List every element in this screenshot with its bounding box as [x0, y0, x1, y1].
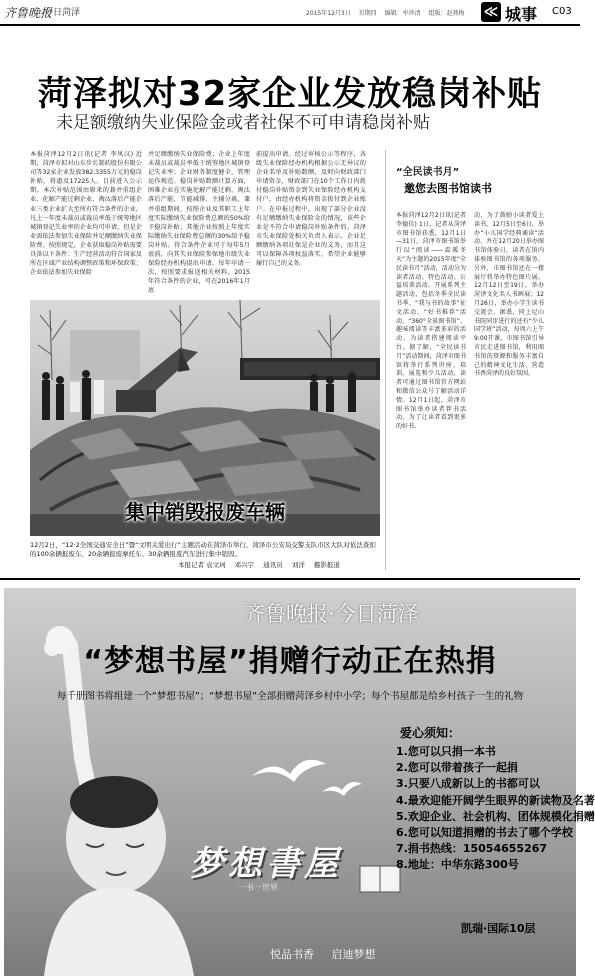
editor-credit: 编辑：牟珍清 — [384, 10, 421, 17]
article-column-3: 前提出申请。经过审核公示等程序，各级失业保险经办机构根据公示无异议的企业名单及补贴数额，及时向财政部门申请资金，财政部门在10个工作日内拨付稳岗补贴资金到失业保险经办机构支付户，由经办机构将资金拨付到企业账户。在申报过程中，出现了部分企业没有足额缴纳失业保险金的情况，该些企业是不符合申请稳岗补贴条件的。菏泽市失业保险处相关负责人表示，企业足额缴纳各项社保是企业的义务，而且这可以保障各项权益落实，希望企业能够履行自己的义务。 — [256, 151, 366, 268]
ad-title: “梦想书屋”捐赠行动正在热捐 — [83, 644, 497, 679]
issue-meta — [306, 8, 471, 17]
credit-item: 本报记者 袁文珂 — [178, 561, 226, 569]
credit-item: 通讯员 — [263, 561, 283, 569]
ad-slogan — [270, 946, 390, 962]
slogan-part: 悦品书香 — [270, 948, 314, 961]
notice-item: 6.您可以知道捐赠的书去了哪个学校 — [396, 826, 573, 840]
article-headline: 菏泽拟对32家企业发放稳岗补贴 — [37, 74, 543, 114]
section-divider — [0, 578, 580, 580]
issue-date: 2015年12月3日 — [306, 10, 351, 17]
sidebar-column-1: 本报菏泽12月2日讯(记者 李德佳) 1日，记者从菏泽市图书馆获悉，12月1日—31日，菏泽市图书馆举行以“阅读——温暖冬天”为主题的2015年度“全民读书月”活动，活动分为读者活动、特色活动、公益培训活动。开展系列主题活动，包括冬季全民读书季、“我与书的故事”征文活动、“好书推荐”活动、“360°全景图书馆”、趣味阅读等丰富多彩的活动，为读者搭建阅读平台。据了解，“全民读书月”活动期间，菏泽市图书馆将举行系列讲座、培训、展览和少儿活动，读者可通过图书馆官方网站和微信公众号了解活动详情。12月1日起，菏泽市图书馆举办读者荐书活动，为了让读者看到更多的好书。 — [396, 212, 466, 431]
logo-tagline: 一书一世界 — [238, 883, 278, 892]
section-arrow-icon: ≪ — [481, 2, 501, 22]
ad-description: 每千册图书将组建一个“梦想书屋”；“梦想书屋”全部捐赠菏泽乡村中小学；每个书屋都是给乡村孩子一生的礼物 — [56, 691, 524, 702]
page-number: C03 — [552, 6, 572, 17]
ad-brand: 齐鲁晚报·今日菏泽 — [244, 602, 419, 626]
notice-item: 2.您可以带着孩子一起捐 — [396, 761, 518, 775]
notice-item: 1.您可以只捐一本书 — [396, 745, 496, 758]
article-subhead: 未足额缴纳失业保险金或者社保不可申请稳岗补贴 — [56, 113, 430, 133]
slogan-part: 启迪梦想 — [331, 948, 376, 961]
notice-item: 8.地址：中华东路300号 — [396, 858, 519, 872]
article-column-1: 本报菏泽12月2日讯(记者 李凤汉) 近期，菏泽市拟对山东步长制药股份有限公司等32家企业发放382.3355万元的稳岗补贴，将惠及17225人。目前进入公示期。本次补贴范围由原来的兼并重组企业、化解产能过剩企业、淘汰落后产能企业三类企业扩大至所有符合条件的企业。凡上一年度未裁员或裁员率低于统筹地区城镇登记失业率的企业均可申请，但是企业需依法参加失业保险并足额缴纳失业保险费。按照规定，企业获取稳岗补贴需要具备以下条件：生产经营活动符合国家及所在区域产业结构调整政策和环保政策；企业依法参加失业保险 — [30, 151, 142, 277]
book-donation-advertisement — [4, 588, 595, 976]
credit-item: 刘洋 — [291, 561, 305, 569]
article-column-2: 并足额缴纳失业保险费；企业上年度未裁员或裁员率低于统筹地区城镇登记失业率；企业财务制度健全、管理运作规范。稳岗补贴数额计算方面，困难企业在实施化解产能过剩、淘汰落后产能、节能减排、主辅分离、兼并重组期间，按照企业及其职工上年度实际缴纳失业保险费总额的50%给予稳岗补贴；其他企业按照上年度实际缴纳失业保险费总额的30%给予稳岗补贴。符合条件企业可于每年5月底前，向其失业保险参保地市级失业保险经办机构提出申请。每年申请一次，按照要求报送相关材料。2015年符合条件的企业，可在2016年1月底 — [148, 151, 250, 295]
sidebar-headline: 邀您去图书馆读书 — [404, 182, 492, 195]
designer-credit: 组版：赵燕梅 — [428, 10, 465, 17]
credit-item: 邓兴宇 — [234, 561, 255, 569]
section-title: 城事 — [505, 5, 538, 24]
masthead — [0, 0, 580, 26]
news-photo — [30, 300, 380, 536]
notice-item: 7.捐书热线：15054655267 — [396, 842, 548, 856]
ad-notice-title: 爱心须知： — [400, 726, 461, 740]
photo-credit — [178, 560, 347, 569]
notice-item: 5.欢迎企业、社会机构、团体规模化捐赠 — [396, 809, 595, 823]
dream-bookhouse-logo: 梦想書屋 — [190, 844, 342, 884]
ad-notice-list — [396, 744, 595, 874]
credit-item: 摄影报道 — [313, 561, 340, 569]
newspaper-edition: 今日菏泽 — [44, 8, 81, 18]
photo-caption: 12月2日，“12·2全国交通安全日”暨“文明关爱出行”主题活动在菏泽市举行，菏泽市公安局交警支队市区大队对依法查扣的100余辆报废车、20余辆报废摩托车、30余辆报废汽车进行集中销毁。 — [30, 541, 376, 558]
newspaper-logo: 齐鲁晚报 — [4, 6, 53, 20]
photo-overlay-title: 集中销毁报废车辆 — [125, 500, 285, 524]
notice-item: 4.最欢迎能开阔学生眼界的新读物及名著 — [396, 793, 595, 807]
notice-item: 3.只要八成新以上的书都可以 — [396, 777, 540, 791]
ad-address-line-2: 凯瑞·国际10层 — [461, 922, 536, 935]
sidebar-column-2: 动，为了鼓励小读者爱上读书，12月5日至6日，举办“小儿国学经典诵读”活动，并在12月20日举办图书馆体验日，读者在馆内体验图书馆的各项服务。另外，市图书馆还在一楼展厅将举办特色图片展。12月12日至19日，举办菏泽文化名人书画展；12月26日，举办小学生读书交流会。据悉，同上尼山书院同步进行的还有“少儿国学班”活动，每周六上午9:00开课。市图书馆引导市民走进图书馆，利用图书馆的资源和服务丰富自己的精神文化生活，营造书香菏泽的良好氛围。 — [474, 212, 544, 378]
issue-weekday: 星期四 — [358, 10, 377, 17]
sidebar-kicker: “全民读书月” — [396, 167, 460, 178]
column-divider — [385, 150, 386, 570]
